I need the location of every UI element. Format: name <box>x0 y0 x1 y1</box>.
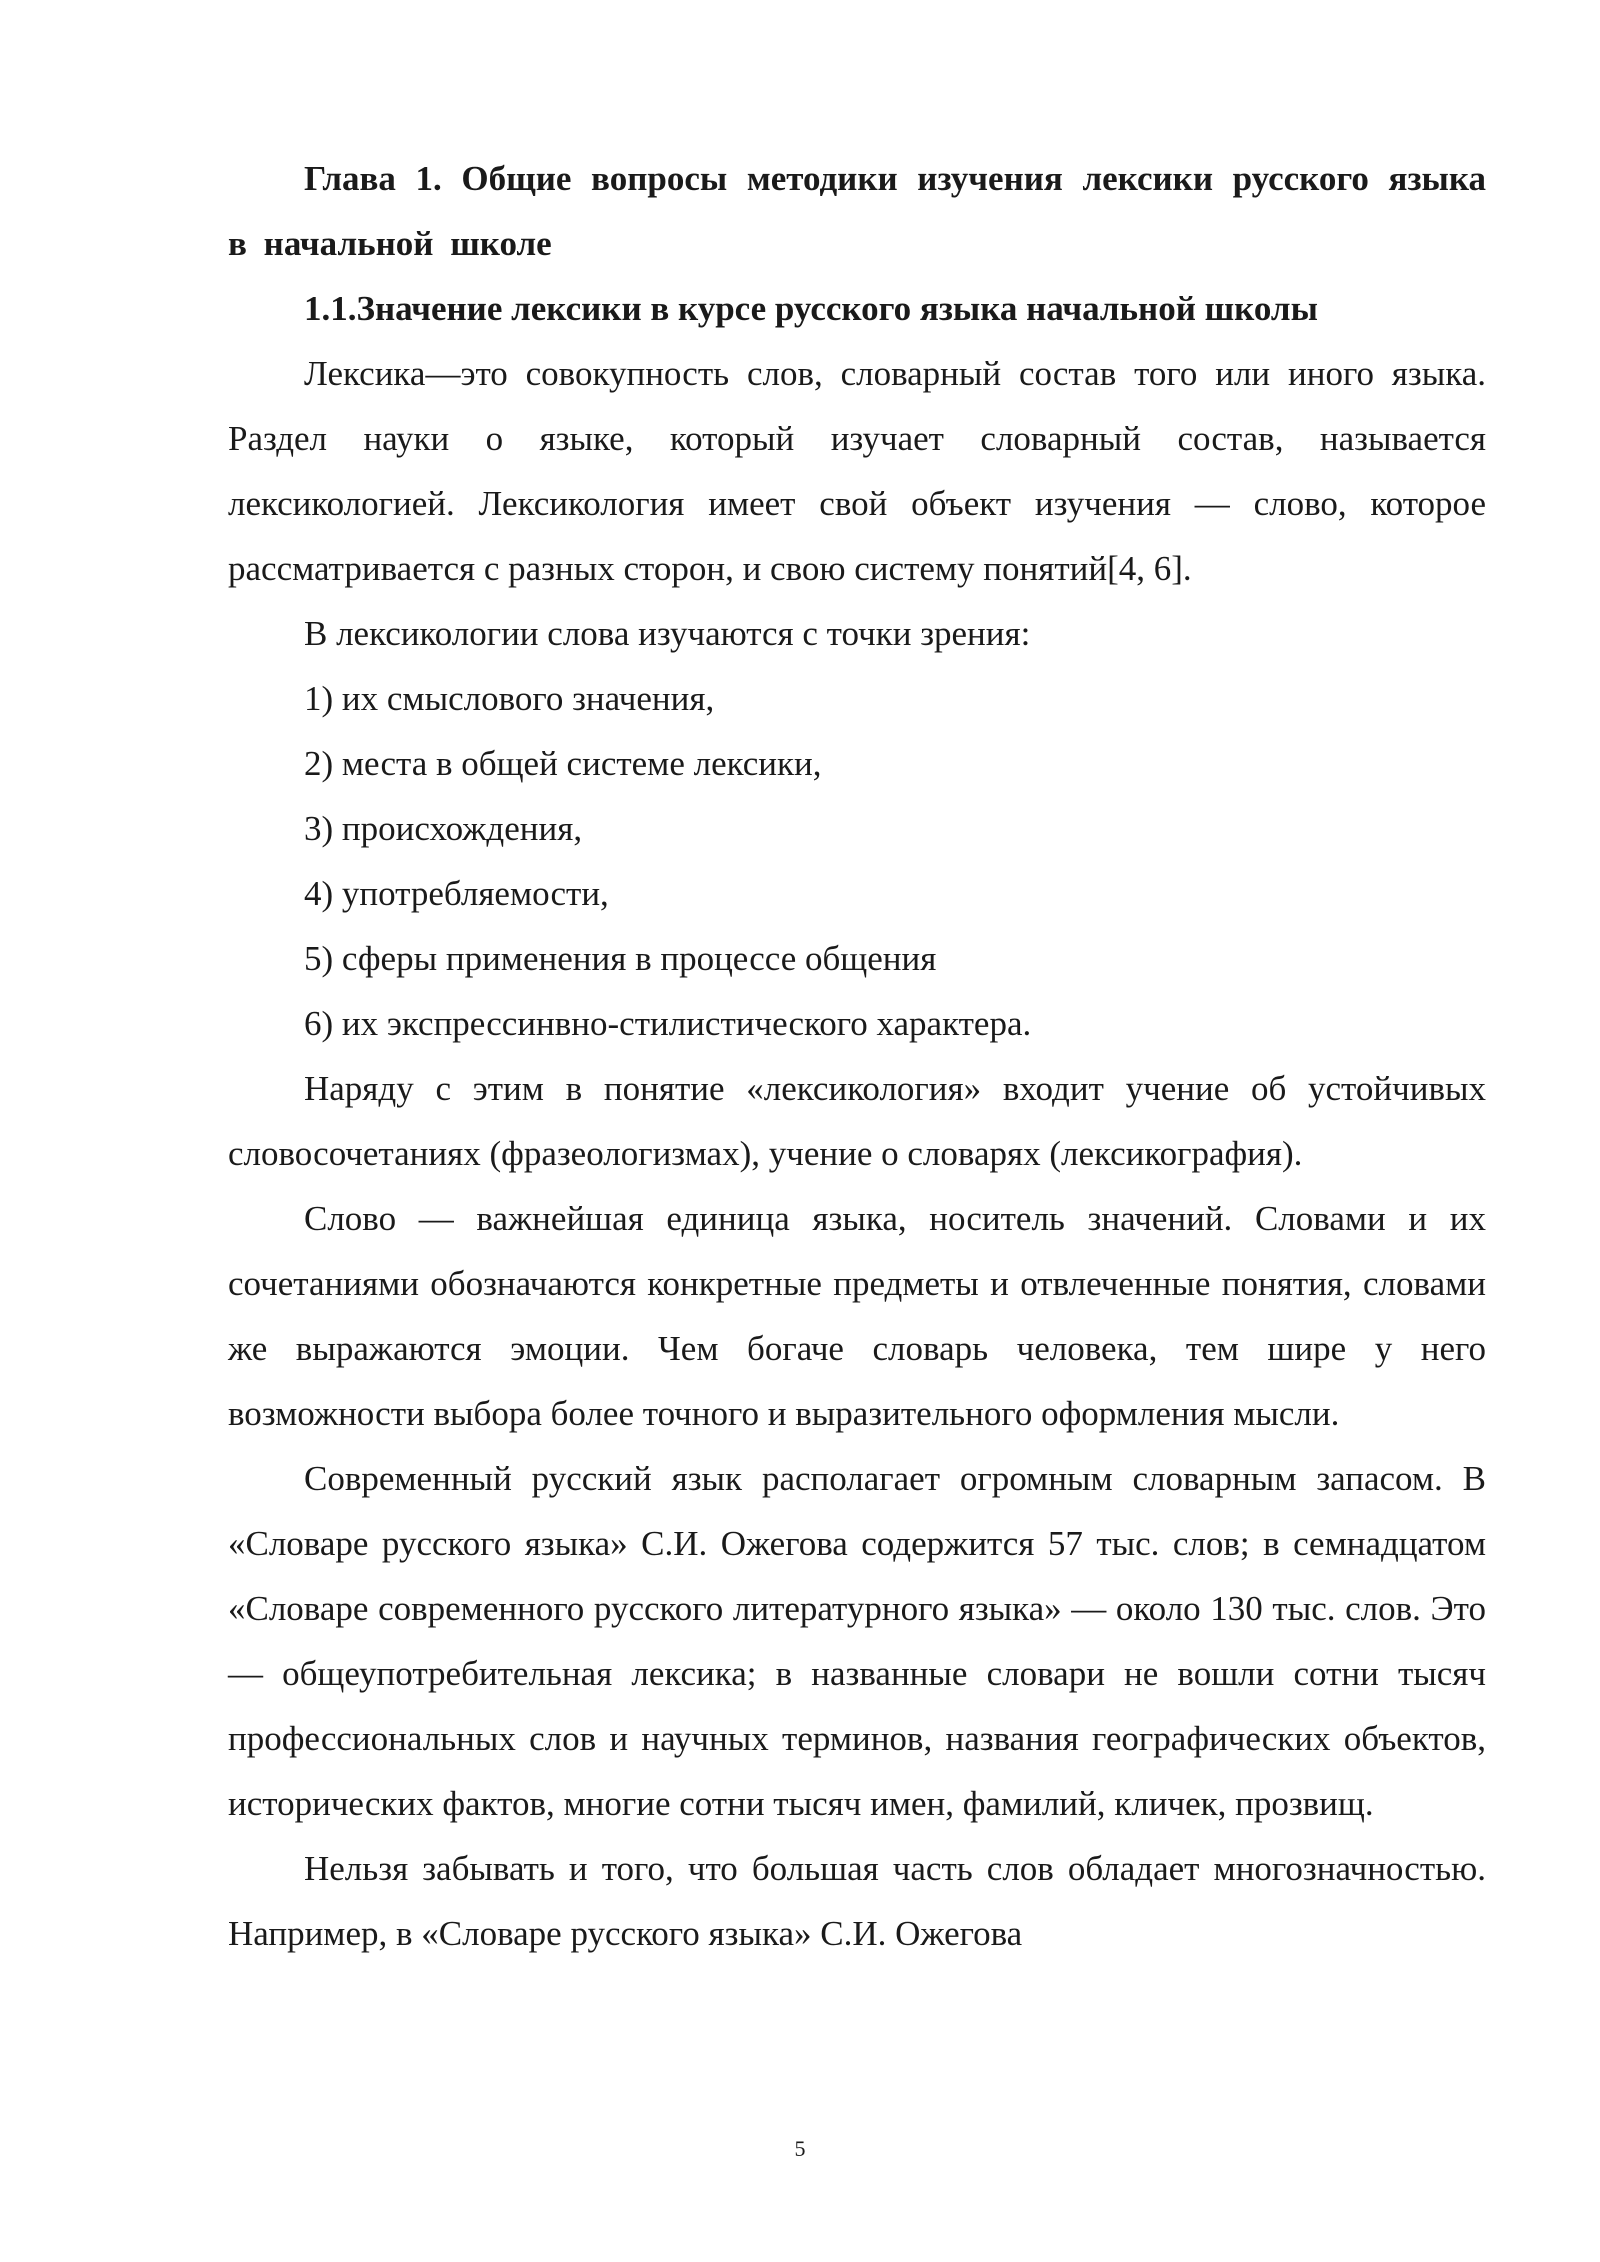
list-item: 1) их смыслового значения, <box>304 679 715 718</box>
list-item: 3) происхождения, <box>304 809 583 848</box>
paragraph: Лексика—это совокупность слов, словарный состав того или иного языка. Раздел науки о языке, который изучает словарный состав, называется лексикологией. Лексикология имеет свой объект изучения — слово, которое рассматривается с разных сторон, и свою систему понятий[4, 6]. <box>228 354 1486 588</box>
page-body <box>228 146 1486 1966</box>
list-item: 4) употребляемости, <box>304 874 609 913</box>
page-number: 5 <box>794 2136 806 2161</box>
paragraph: Современный русский язык располагает огромным словарным запасом. В «Словаре русского языка» С.И. Ожегова содержится 57 тыс. слов; в семнадцатом «Словаре современного русского литературного языка» — около 130 тыс. слов. Это — общеупотребительная лексика; в названные словари не вошли сотни тысяч профессиональных слов и научных терминов, названия географических объектов, исторических фактов, многие сотни тысяч имен, фамилий, кличек, прозвищ. <box>228 1459 1486 1823</box>
list-item: 2) места в общей системе лексики, <box>304 744 822 783</box>
section-heading: 1.1.Значение лексики в курсе русского языка начальной школы <box>304 289 1318 328</box>
paragraph: Слово — важнейшая единица языка, носитель значений. Словами и их сочетаниями обозначаются конкретные предметы и отвлеченные понятия, словами же выражаются эмоции. Чем богаче словарь человека, тем шире у него возможности выбора более точного и выразительного оформления мысли. <box>228 1199 1486 1433</box>
list-item: 6) их экспрессинвно-стилистического характера. <box>304 1004 1032 1043</box>
chapter-heading: Глава 1. Общие вопросы методики изучения лексики русского языка в начальной школе <box>228 159 1486 263</box>
paragraph: В лексикологии слова изучаются с точки зрения: <box>304 614 1031 653</box>
list-item: 5) сферы применения в процессе общения <box>304 939 937 978</box>
paragraph: Нельзя забывать и того, что большая часть слов обладает многозначностью. Например, в «Словаре русского языка» С.И. Ожегова <box>228 1849 1486 1953</box>
paragraph: Наряду с этим в понятие «лексикология» входит учение об устойчивых словосочетаниях (фразеологизмах), учение о словарях (лексикография). <box>228 1069 1486 1173</box>
